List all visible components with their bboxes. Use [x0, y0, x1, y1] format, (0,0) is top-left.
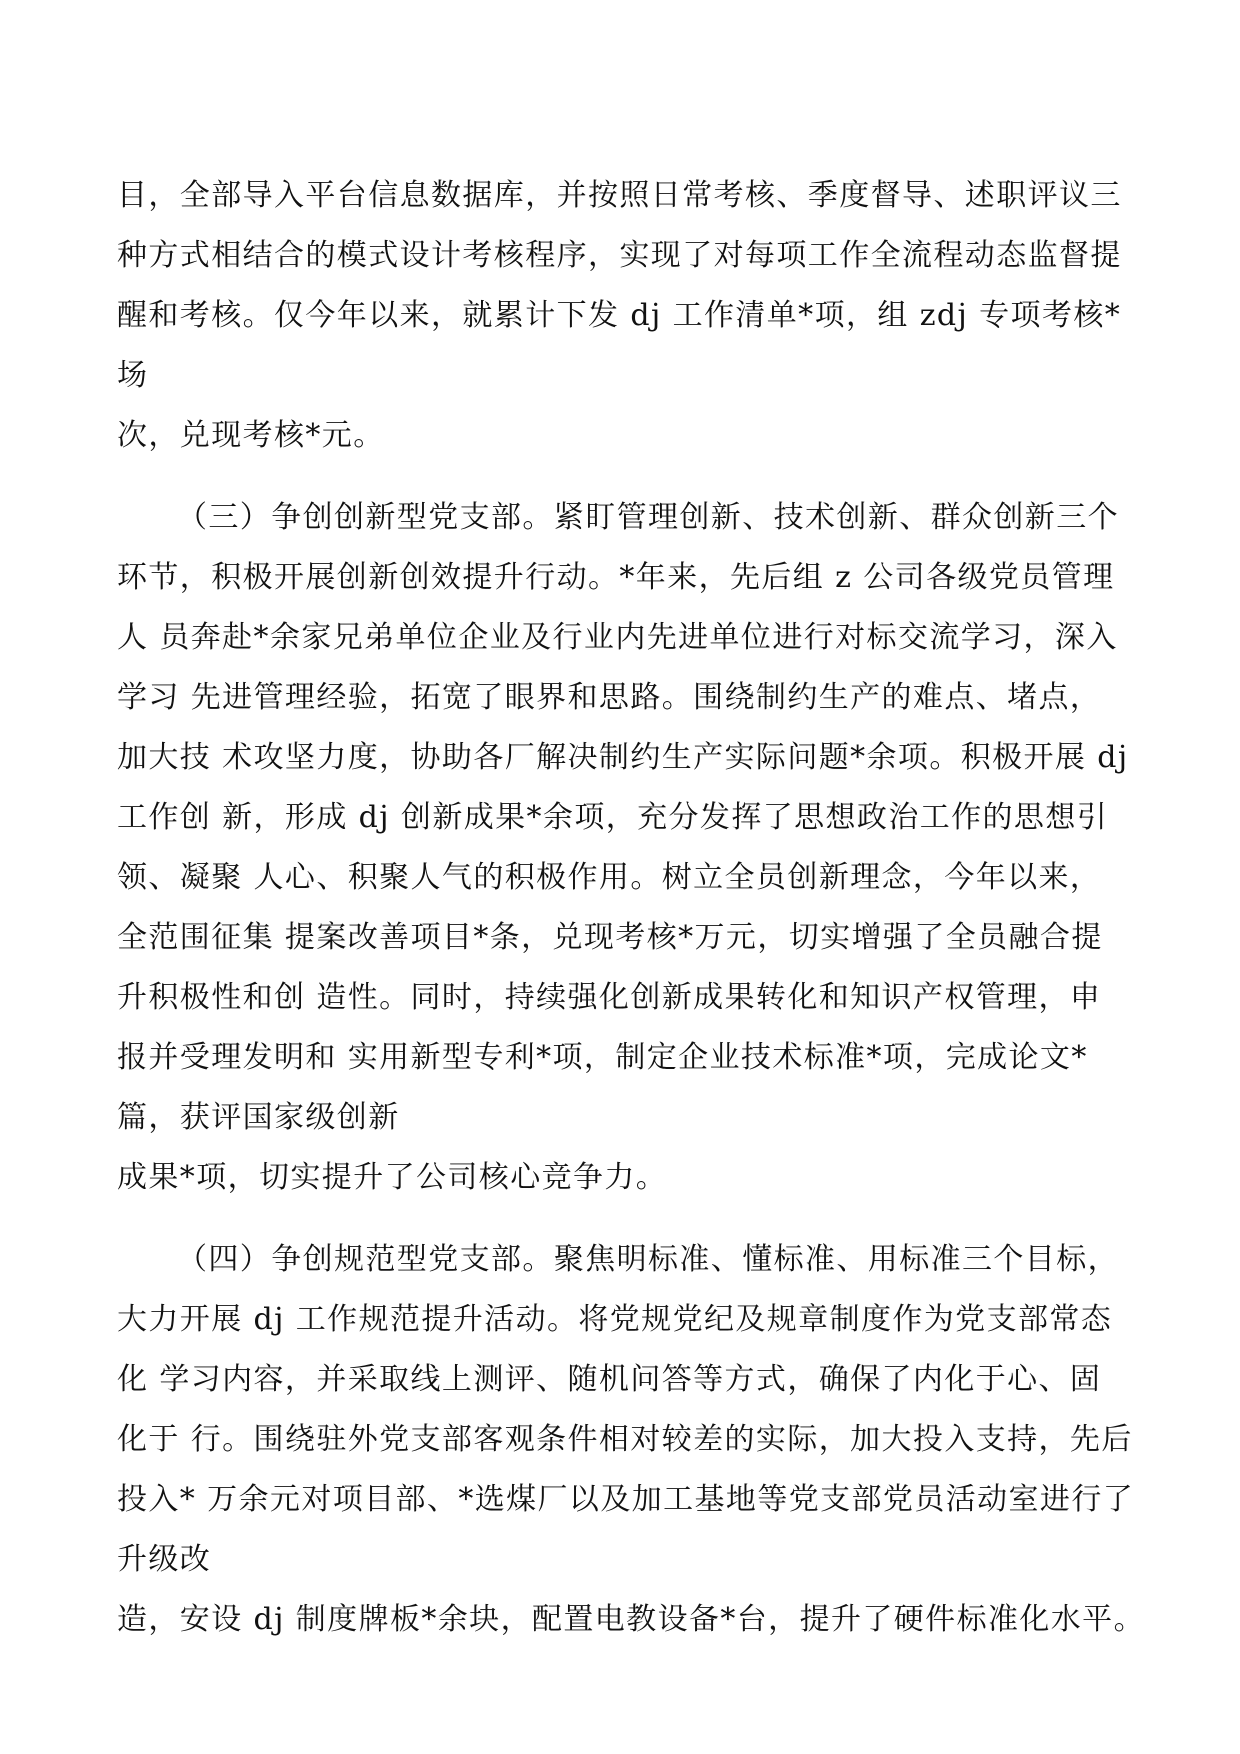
text-line: 升级改: [117, 1542, 212, 1577]
text-line: 加大技 术攻坚力度，协助各厂解决制约生产实际问题*余项。积极开展 dj: [117, 740, 1129, 775]
text-line: 目，全部导入平台信息数据库，并按照日常考核、季度督导、述职评议三: [117, 178, 1122, 213]
paragraph-innovative-branch: [117, 488, 1132, 1208]
text-line: 学习 先进管理经验，拓宽了眼界和思路。围绕制约生产的难点、堵点，: [117, 680, 1102, 715]
text-line: 醒和考核。仅今年以来，就累计下发 dj 工作清单*项，组 zdj 专项考核*: [117, 298, 1122, 333]
text-line: 大力开展 dj 工作规范提升活动。将党规党纪及规章制度作为党支部常态: [117, 1302, 1113, 1337]
text-line: 全范围征集 提案改善项目*条，兑现考核*万元，切实增强了全员融合提: [117, 920, 1103, 955]
text-line: 报并受理发明和 实用新型专利*项，制定企业技术标准*项，完成论文*: [117, 1040, 1088, 1075]
text-line: 投入* 万余元对项目部、*选煤厂以及加工基地等党支部党员活动室进行了: [117, 1482, 1135, 1517]
text-line: 成果*项，切实提升了公司核心竞争力。: [117, 1160, 668, 1195]
text-line: 升积极性和创 造性。同时，持续强化创新成果转化和知识产权管理，申: [117, 980, 1102, 1015]
document-body: [117, 166, 1145, 1650]
text-line: 环节，积极开展创新创效提升行动。*年来，先后组 z 公司各级党员管理: [117, 560, 1115, 595]
text-line: 领、凝聚 人心、积聚人气的积极作用。树立全员创新理念，今年以来，: [117, 860, 1102, 895]
paragraph-continued: [117, 166, 1132, 466]
text-line: 场: [117, 358, 149, 393]
paragraph-standardized-branch: [117, 1230, 1145, 1650]
text-line: 工作创 新，形成 dj 创新成果*余项，充分发挥了思想政治工作的思想引: [117, 800, 1109, 835]
paragraph-gap: [117, 466, 1132, 488]
text-line: （三）争创创新型党支部。紧盯管理创新、技术创新、群众创新三个: [177, 500, 1119, 535]
text-line: （四）争创规范型党支部。聚焦明标准、懂标准、用标准三个目标，: [177, 1242, 1119, 1277]
text-line: 种方式相结合的模式设计考核程序，实现了对每项工作全流程动态监督提: [117, 238, 1122, 273]
paragraph-gap: [117, 1208, 1132, 1230]
text-line: 篇，获评国家级创新: [117, 1100, 400, 1135]
text-line: 人 员奔赴*余家兄弟单位企业及行业内先进单位进行对标交流学习，深入: [117, 620, 1118, 655]
text-line: 造，安设 dj 制度牌板*余块，配置电教设备*台，提升了硬件标准化水平。: [117, 1602, 1145, 1637]
text-line: 化于 行。围绕驻外党支部客观条件相对较差的实际，加大投入支持，先后: [117, 1422, 1133, 1457]
text-line: 化 学习内容，并采取线上测评、随机问答等方式，确保了内化于心、固: [117, 1362, 1102, 1397]
text-line: 次，兑现考核*元。: [117, 418, 385, 453]
